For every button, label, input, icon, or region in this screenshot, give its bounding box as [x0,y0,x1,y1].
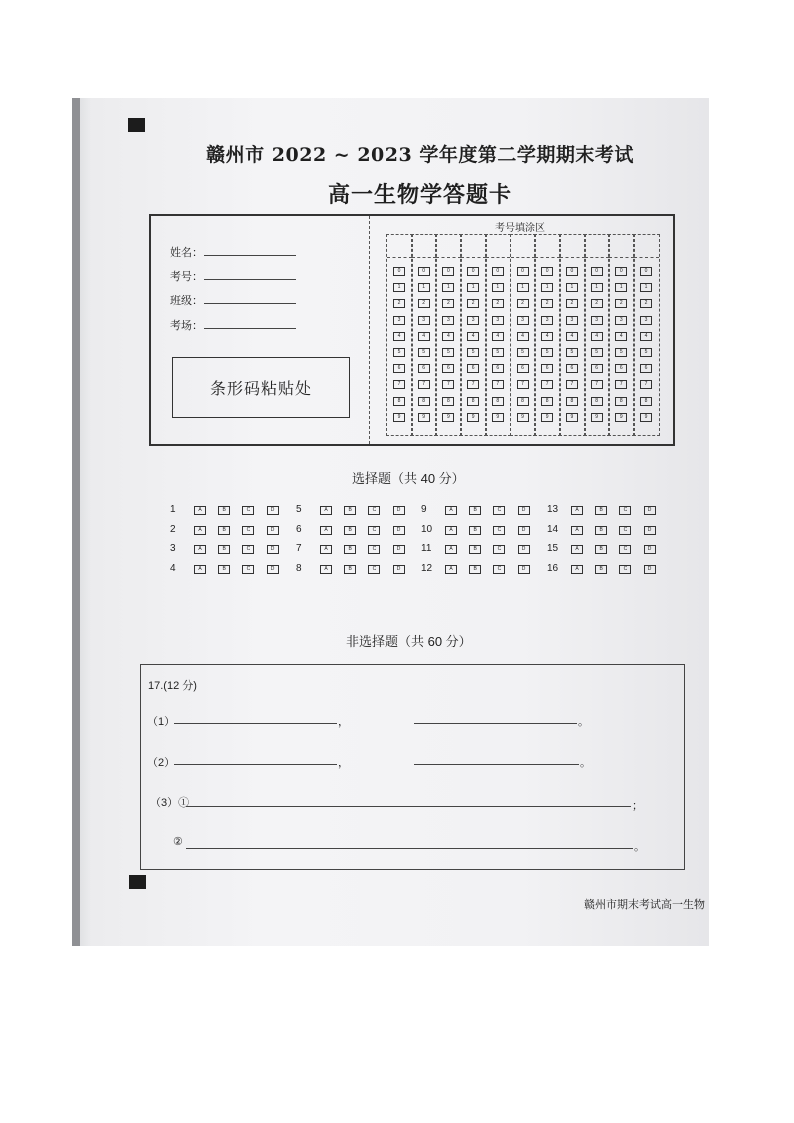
choice-option-bubble[interactable]: A [194,565,206,574]
exam-id-bubble[interactable]: 1 [467,283,479,292]
choice-question-number: 15 [547,543,559,554]
exam-id-bubble[interactable]: 7 [467,380,479,389]
choice-option-bubble[interactable]: D [518,565,530,574]
exam-id-bubble[interactable]: 8 [393,397,405,406]
choice-question-number: 6 [296,524,302,535]
exam-id-bubble[interactable]: 0 [418,267,430,276]
choice-question-number: 4 [170,563,176,574]
exam-id-bubble[interactable]: 1 [442,283,454,292]
exam-id-bubble[interactable]: 4 [492,332,504,341]
choice-option-bubble[interactable]: D [644,565,656,574]
exam-id-bubble[interactable]: 3 [591,316,603,325]
choice-option-bubble[interactable]: D [267,506,279,515]
exam-id-bubble[interactable]: 9 [517,413,529,422]
non-choice-section-title: 非选择题（共 60 分） [346,634,472,649]
choice-question-number: 13 [547,504,559,515]
choice-option-bubble[interactable]: B [469,545,481,554]
exam-id-bubble[interactable]: 1 [418,283,430,292]
name-label: 姓名： [170,247,203,259]
choice-option-bubble[interactable]: A [320,526,332,535]
exam-id-bubble[interactable]: 2 [442,299,454,308]
choice-option-bubble[interactable]: A [320,545,332,554]
exam-id-bubble[interactable]: 4 [517,332,529,341]
exam-id-bubble[interactable]: 9 [566,413,578,422]
exam-id-bubble[interactable]: 3 [492,316,504,325]
exam-id-bubble[interactable]: 3 [566,316,578,325]
alignment-marker-top [128,118,145,132]
exam-id-bubble[interactable]: 5 [418,348,430,357]
choice-option-bubble[interactable]: C [242,526,254,535]
exam-id-bubble[interactable]: 5 [492,348,504,357]
q17-part3-blank-2[interactable] [186,848,633,849]
choice-option-bubble[interactable]: A [445,545,457,554]
exam-id-bubble[interactable]: 7 [442,380,454,389]
exam-id-bubble[interactable]: 7 [492,380,504,389]
exam-id-bubble[interactable]: 0 [591,267,603,276]
q17-part3-semicolon: ； [632,800,643,812]
choice-option-bubble[interactable]: A [445,506,457,515]
exam-id-bubble[interactable]: 7 [615,380,627,389]
choice-option-bubble[interactable]: B [469,565,481,574]
exam-id-bubble[interactable]: 6 [393,364,405,373]
exam-id-bubble[interactable]: 0 [393,267,405,276]
exam-id-bubble[interactable]: 8 [615,397,627,406]
question-17-box [140,664,685,870]
exam-id-bubble[interactable]: 9 [640,413,652,422]
exam-id-bubble[interactable]: 5 [640,348,652,357]
choice-option-bubble[interactable]: C [368,526,380,535]
exam-id-bubble[interactable]: 3 [467,316,479,325]
exam-id-bubble[interactable]: 4 [393,332,405,341]
card-title: 高一生物学答题卡 [327,182,512,208]
q17-part2-label: （2） [147,757,176,769]
exam-id-bubble[interactable]: 0 [442,267,454,276]
footer-text: 赣州市期末考试高一生物 [584,899,705,911]
exam-number-line[interactable] [204,279,296,280]
choice-option-bubble[interactable]: B [595,506,607,515]
exam-id-digit-cell[interactable] [609,235,634,258]
exam-id-bubble[interactable]: 1 [615,283,627,292]
class-field[interactable] [170,292,203,308]
exam-id-bubble[interactable]: 6 [541,364,553,373]
sheet-shadow-edge [72,98,80,946]
exam-id-bubble[interactable]: 8 [442,397,454,406]
exam-id-digit-cell[interactable] [535,235,560,258]
choice-option-bubble[interactable]: A [320,565,332,574]
choice-option-bubble[interactable]: C [619,565,631,574]
exam-id-bubble[interactable]: 2 [615,299,627,308]
choice-option-bubble[interactable]: B [469,506,481,515]
exam-id-bubble[interactable]: 9 [615,413,627,422]
choice-option-bubble[interactable]: B [595,565,607,574]
exam-id-bubble[interactable]: 2 [591,299,603,308]
exam-id-bubble[interactable]: 1 [640,283,652,292]
exam-id-bubble[interactable]: 9 [393,413,405,422]
choice-option-bubble[interactable]: B [469,526,481,535]
exam-id-bubble[interactable]: 4 [566,332,578,341]
exam-room-field[interactable] [170,317,203,333]
choice-question-number: 12 [421,563,433,574]
exam-id-bubble[interactable]: 3 [393,316,405,325]
choice-option-bubble[interactable]: C [493,565,505,574]
choice-option-bubble[interactable]: D [644,545,656,554]
exam-id-bubble[interactable]: 0 [566,267,578,276]
name-line[interactable] [204,255,296,256]
class-label: 班级： [170,295,203,307]
exam-id-bubble[interactable]: 7 [517,380,529,389]
choice-option-bubble[interactable]: D [267,526,279,535]
exam-id-bubble[interactable]: 2 [566,299,578,308]
exam-id-bubble[interactable]: 7 [566,380,578,389]
exam-id-bubble[interactable]: 1 [591,283,603,292]
exam-id-bubble[interactable]: 8 [591,397,603,406]
choice-question-number: 1 [170,504,176,515]
choice-option-bubble[interactable]: D [518,526,530,535]
exam-id-bubble[interactable]: 8 [566,397,578,406]
choice-option-bubble[interactable]: B [218,526,230,535]
exam-id-bubble[interactable]: 3 [418,316,430,325]
exam-id-bubble[interactable]: 9 [591,413,603,422]
choice-option-bubble[interactable]: B [344,506,356,515]
exam-id-bubble[interactable]: 2 [467,299,479,308]
choice-question-number: 11 [421,543,432,554]
choice-option-bubble[interactable]: D [267,545,279,554]
exam-id-bubble[interactable]: 2 [517,299,529,308]
exam-id-bubble[interactable]: 5 [393,348,405,357]
exam-id-digit-cell[interactable] [486,235,511,258]
exam-id-bubble[interactable]: 8 [467,397,479,406]
exam-id-bubble[interactable]: 3 [640,316,652,325]
exam-id-bubble[interactable]: 9 [541,413,553,422]
exam-id-bubble[interactable]: 9 [492,413,504,422]
choice-option-bubble[interactable]: A [320,506,332,515]
exam-id-bubble[interactable]: 0 [541,267,553,276]
choice-question-number: 10 [421,524,433,535]
exam-id-bubble[interactable]: 3 [615,316,627,325]
exam-id-bubble[interactable]: 6 [640,364,652,373]
choice-question-number: 14 [547,524,559,535]
exam-number-field[interactable] [170,268,203,284]
choice-option-bubble[interactable]: A [445,526,457,535]
choice-question-number: 2 [170,524,176,535]
choice-section-title: 选择题（共 40 分） [352,471,465,486]
choice-option-bubble[interactable]: B [344,565,356,574]
exam-id-bubble[interactable]: 4 [418,332,430,341]
exam-id-bubble[interactable]: 7 [418,380,430,389]
exam-id-bubble[interactable]: 4 [615,332,627,341]
exam-id-bubble[interactable]: 5 [541,348,553,357]
exam-id-bubble[interactable]: 3 [541,316,553,325]
question-17-header: 17.(12 分) [148,680,197,692]
exam-id-bubble[interactable]: 8 [517,397,529,406]
choice-option-bubble[interactable]: A [571,526,583,535]
choice-option-bubble[interactable]: D [518,545,530,554]
q17-part3b-label: ② [173,836,183,848]
exam-id-bubble[interactable]: 5 [442,348,454,357]
exam-id-bubble[interactable]: 9 [442,413,454,422]
exam-id-bubble[interactable]: 0 [517,267,529,276]
choice-option-bubble[interactable]: C [368,565,380,574]
q17-part1-label: （1） [147,716,176,728]
choice-option-bubble[interactable]: A [571,565,583,574]
q17-part2-comma: ， [338,757,349,769]
q17-part1-comma: ， [338,716,349,728]
exam-id-bubble[interactable]: 6 [492,364,504,373]
choice-option-bubble[interactable]: A [571,506,583,515]
exam-id-bubble[interactable]: 8 [418,397,430,406]
q17-part2-blank-a[interactable] [174,764,337,765]
exam-id-bubble[interactable]: 5 [517,348,529,357]
exam-id-bubble[interactable]: 5 [591,348,603,357]
barcode-label: 条形码粘贴处 [209,379,312,398]
choice-option-bubble[interactable]: B [218,545,230,554]
exam-id-bubble[interactable]: 1 [393,283,405,292]
choice-option-bubble[interactable]: C [242,545,254,554]
exam-id-bubble[interactable]: 3 [442,316,454,325]
exam-number-label: 考号： [170,271,203,283]
q17-part3b-period: 。 [634,841,645,853]
exam-id-bubble[interactable]: 1 [566,283,578,292]
choice-question-number: 5 [296,504,302,515]
choice-option-bubble[interactable]: C [493,545,505,554]
exam-id-bubble[interactable]: 6 [442,364,454,373]
choice-option-bubble[interactable]: D [644,506,656,515]
exam-id-bubble[interactable]: 6 [591,364,603,373]
choice-option-bubble[interactable]: C [493,506,505,515]
exam-id-bubble[interactable]: 6 [615,364,627,373]
exam-id-bubble[interactable]: 7 [541,380,553,389]
choice-option-bubble[interactable]: D [393,565,405,574]
q17-part1-blank-a[interactable] [174,723,337,724]
exam-id-digit-cell[interactable] [461,235,486,258]
exam-id-bubble[interactable]: 2 [418,299,430,308]
exam-id-bubble[interactable]: 6 [467,364,479,373]
choice-question-number: 16 [547,563,559,574]
exam-id-bubble[interactable]: 0 [467,267,479,276]
exam-id-bubble[interactable]: 7 [393,380,405,389]
exam-id-bubble[interactable]: 3 [517,316,529,325]
choice-option-bubble[interactable]: B [344,545,356,554]
exam-id-bubble[interactable]: 8 [640,397,652,406]
exam-id-zone-title: 考号填涂区 [495,223,545,234]
exam-id-bubble[interactable]: 6 [517,364,529,373]
choice-option-bubble[interactable]: A [194,526,206,535]
choice-option-bubble[interactable]: A [194,545,206,554]
exam-id-bubble[interactable]: 1 [517,283,529,292]
exam-id-digit-cell[interactable] [436,235,461,258]
exam-id-bubble[interactable]: 4 [640,332,652,341]
exam-id-digit-cell[interactable] [412,235,437,258]
choice-option-bubble[interactable]: B [344,526,356,535]
choice-question-number: 7 [296,543,302,554]
choice-question-number: 9 [421,504,427,515]
choice-option-bubble[interactable]: A [194,506,206,515]
exam-id-bubble[interactable]: 0 [492,267,504,276]
q17-part1-period: 。 [578,716,589,728]
choice-option-bubble[interactable]: B [595,545,607,554]
barcode-area [172,357,350,418]
choice-option-bubble[interactable]: D [393,526,405,535]
exam-id-bubble[interactable]: 5 [615,348,627,357]
exam-id-bubble[interactable]: 6 [566,364,578,373]
info-divider [369,216,370,444]
choice-option-bubble[interactable]: B [218,565,230,574]
q17-part1-blank-b[interactable] [414,723,577,724]
choice-option-bubble[interactable]: A [445,565,457,574]
exam-id-digit-cell[interactable] [634,235,659,258]
choice-option-bubble[interactable]: C [493,526,505,535]
q17-part2-blank-b[interactable] [414,764,579,765]
exam-id-bubble[interactable]: 4 [442,332,454,341]
choice-option-bubble[interactable]: D [518,506,530,515]
q17-part3-label: （3）① [150,797,190,809]
exam-id-bubble[interactable]: 2 [492,299,504,308]
exam-id-bubble[interactable]: 6 [418,364,430,373]
exam-id-bubble[interactable]: 0 [615,267,627,276]
exam-id-bubble[interactable]: 7 [591,380,603,389]
choice-option-bubble[interactable]: C [619,506,631,515]
exam-id-bubble[interactable]: 9 [418,413,430,422]
choice-option-bubble[interactable]: A [571,545,583,554]
alignment-marker-bottom [129,875,146,889]
choice-option-bubble[interactable]: C [242,506,254,515]
exam-room-line[interactable] [204,328,296,329]
choice-option-bubble[interactable]: C [368,545,380,554]
exam-id-bubble[interactable]: 5 [566,348,578,357]
choice-option-bubble[interactable]: D [393,545,405,554]
exam-id-bubble[interactable]: 2 [541,299,553,308]
exam-id-bubble[interactable]: 1 [492,283,504,292]
exam-id-bubble[interactable]: 7 [640,380,652,389]
choice-option-bubble[interactable]: D [267,565,279,574]
name-field[interactable] [170,244,203,260]
choice-question-number: 8 [296,563,302,574]
exam-id-bubble[interactable]: 0 [640,267,652,276]
exam-id-digit-cell[interactable] [511,235,536,258]
exam-id-bubble[interactable]: 4 [541,332,553,341]
choice-option-bubble[interactable]: D [644,526,656,535]
choice-option-bubble[interactable]: D [393,506,405,515]
choice-option-bubble[interactable]: C [619,545,631,554]
exam-id-bubble[interactable]: 9 [467,413,479,422]
exam-id-bubble[interactable]: 5 [467,348,479,357]
exam-id-bubble[interactable]: 8 [492,397,504,406]
choice-option-bubble[interactable]: B [218,506,230,515]
choice-question-number: 3 [170,543,176,554]
exam-id-bubble[interactable]: 1 [541,283,553,292]
exam-id-bubble[interactable]: 4 [467,332,479,341]
exam-id-bubble[interactable]: 2 [640,299,652,308]
exam-id-bubble[interactable]: 2 [393,299,405,308]
choice-option-bubble[interactable]: C [368,506,380,515]
q17-part2-period: 。 [580,757,591,769]
exam-id-bubble[interactable]: 4 [591,332,603,341]
choice-option-bubble[interactable]: B [595,526,607,535]
exam-room-label: 考场： [170,320,203,332]
exam-id-digit-cell[interactable] [387,235,412,258]
q17-part3-blank-1[interactable] [186,806,631,807]
choice-option-bubble[interactable]: C [619,526,631,535]
exam-id-bubble[interactable]: 8 [541,397,553,406]
class-line[interactable] [204,303,296,304]
exam-title: 赣州市 2022 ~ 2023 学年度第二学期期末考试 [206,144,634,166]
choice-option-bubble[interactable]: C [242,565,254,574]
exam-id-digit-cell[interactable] [585,235,610,258]
exam-id-digit-cell[interactable] [560,235,585,258]
